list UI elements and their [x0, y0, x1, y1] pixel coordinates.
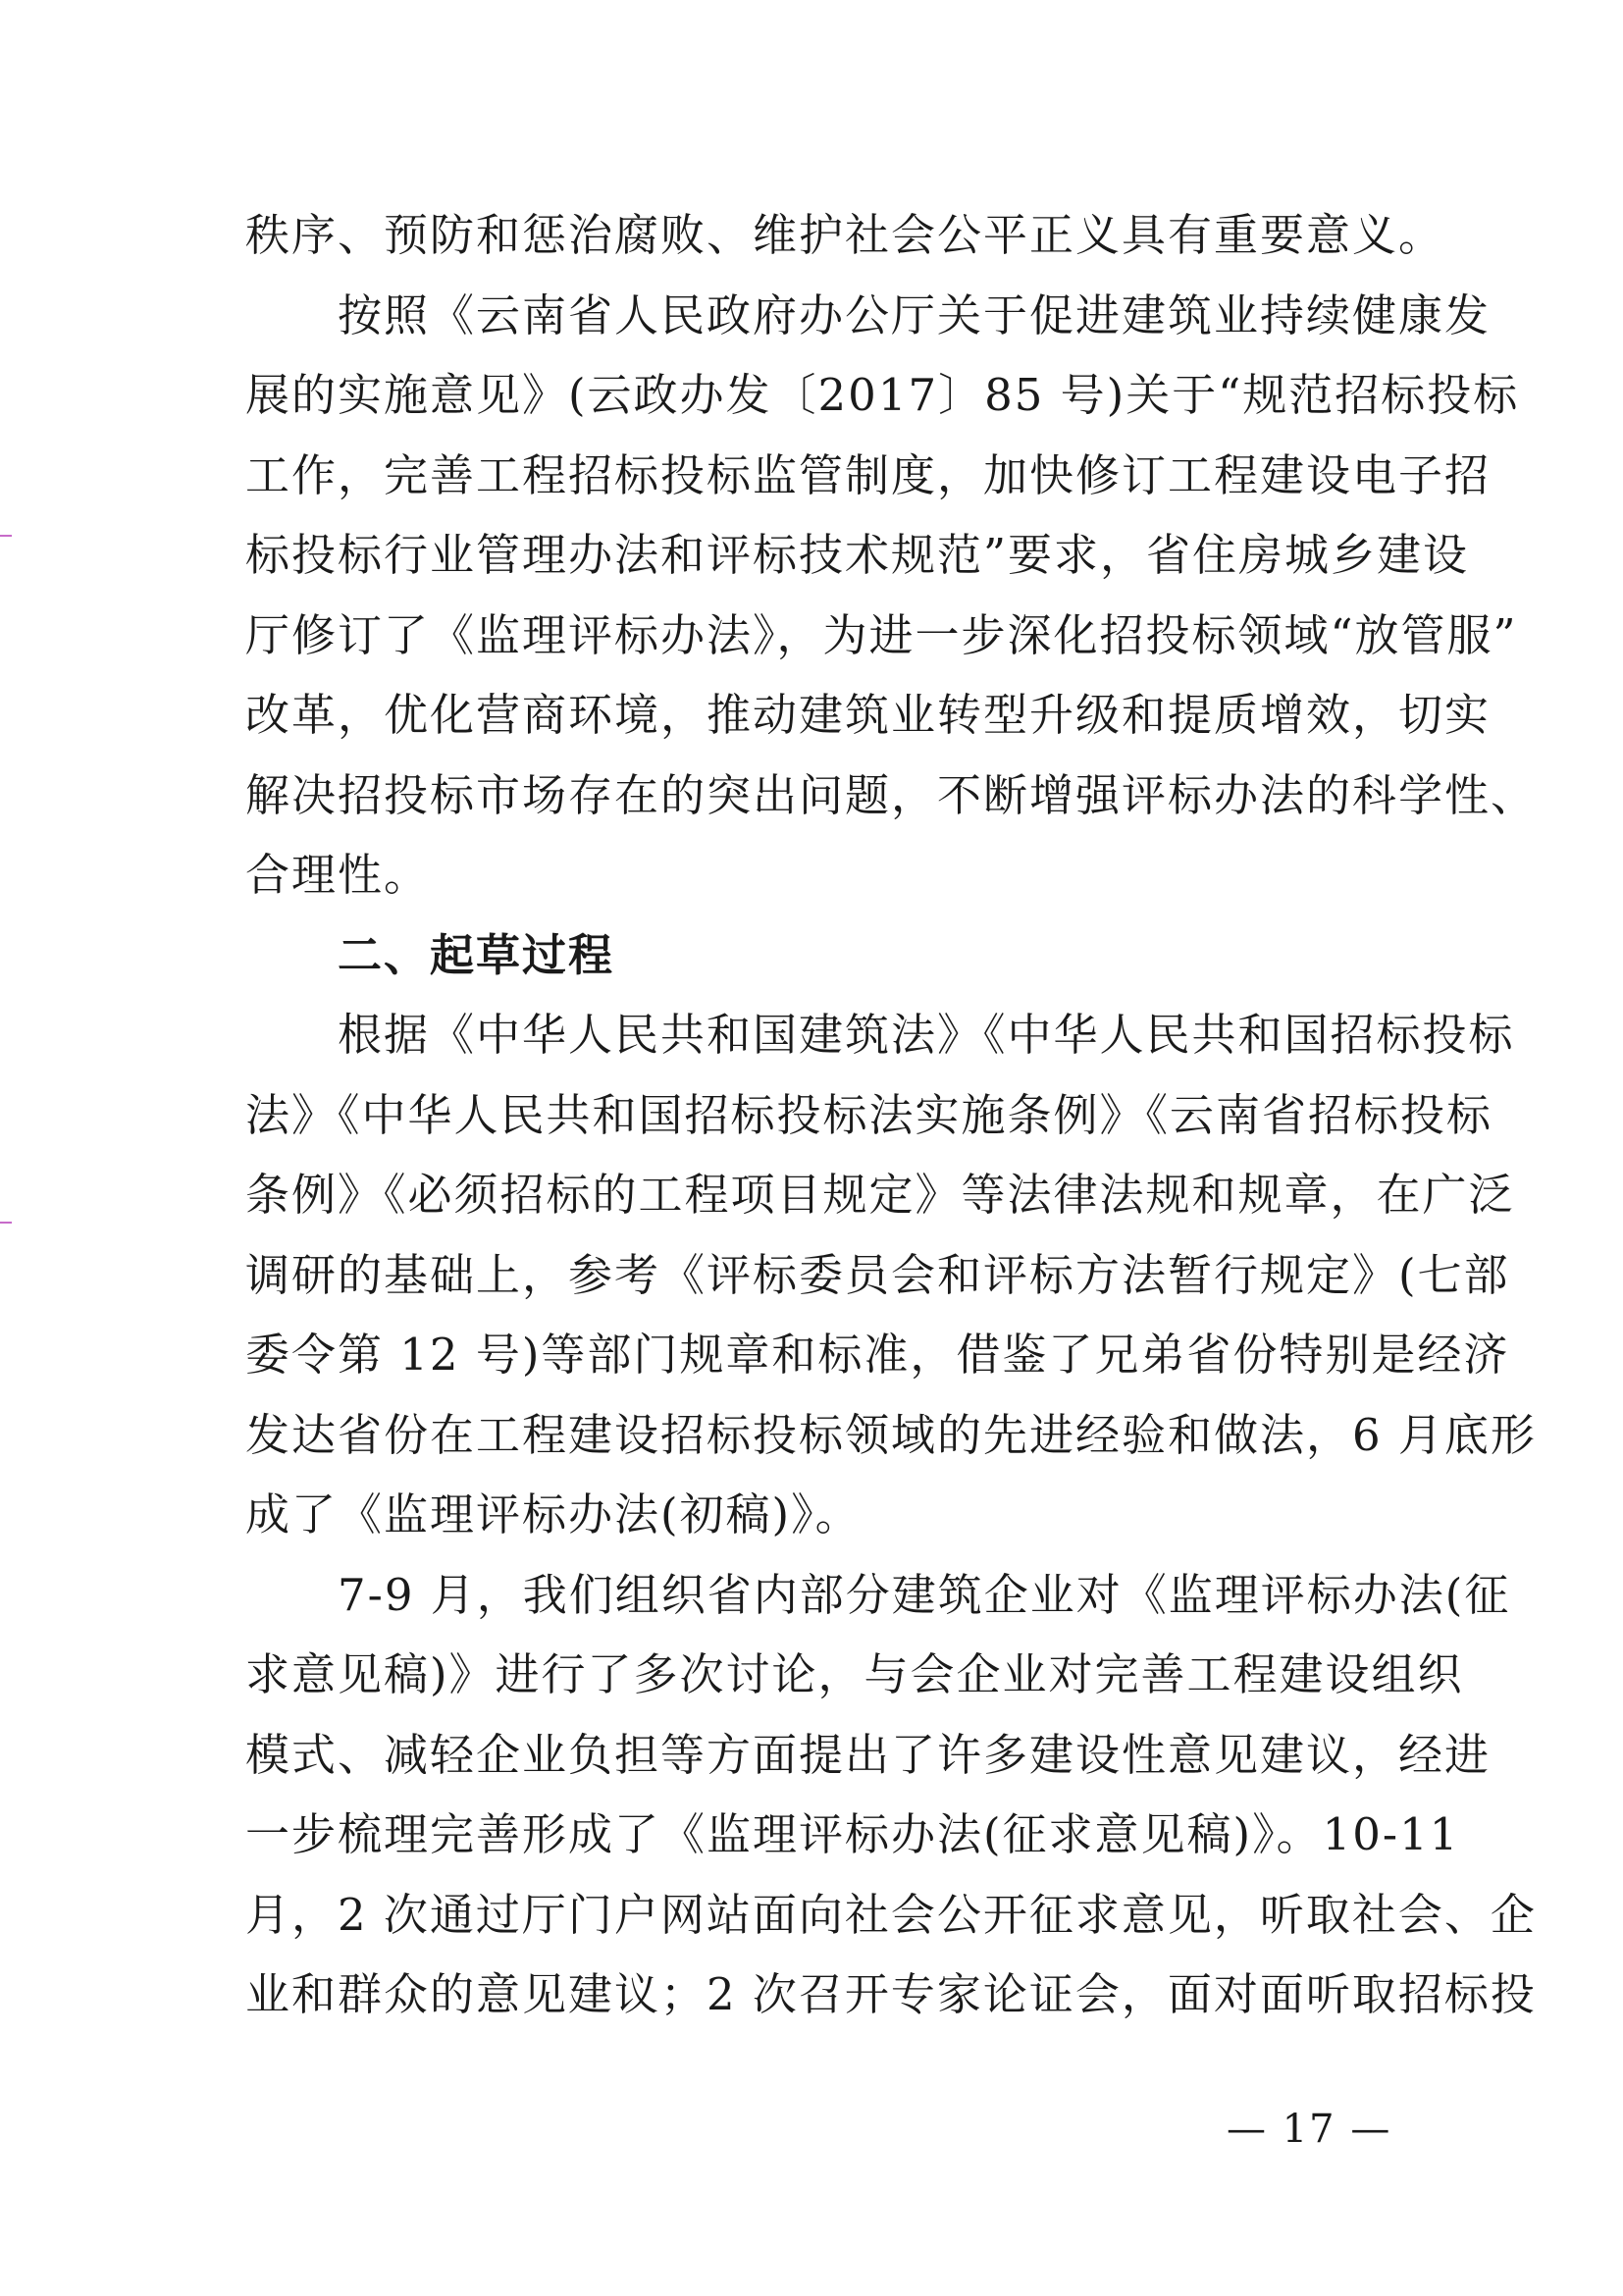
text-line: 厅修订了《监理评标办法》，为进一步深化招投标领域“放管服” [245, 609, 1518, 661]
text-line: 工作，完善工程招标投标监管制度，加快修订工程建设电子招 [245, 449, 1492, 501]
text-line: 合理性。 [245, 849, 431, 901]
margin-mark-bottom [0, 1222, 12, 1224]
text-line: 条例》《必须招标的工程项目规定》等法律法规和规章，在广泛 [245, 1169, 1515, 1221]
section-heading: 二、起草过程 [245, 929, 615, 981]
text-line: 成了《监理评标办法(初稿)》。 [245, 1488, 862, 1540]
text-line: 月，2 次通过厅门户网站面向社会公开征求意见，听取社会、企 [245, 1889, 1537, 1941]
text-line: 法》《中华人民共和国招标投标法实施条例》《云南省招标投标 [245, 1089, 1493, 1141]
text-line: 一步梳理完善形成了《监理评标办法(征求意见稿)》。10-11 [245, 1808, 1460, 1860]
text-line: 业和群众的意见建议；2 次召开专家论证会，面对面听取招标投 [245, 1968, 1537, 2020]
text-line: 发达省份在工程建设招标投标领域的先进经验和做法，6 月底形 [245, 1409, 1537, 1461]
text-line: 委令第 12 号)等部门规章和标准，借鉴了兄弟省份特别是经济 [245, 1329, 1510, 1381]
text-line: 根据《中华人民共和国建筑法》《中华人民共和国招标投标 [245, 1009, 1515, 1061]
text-line: 展的实施意见》(云政办发〔2017〕85 号)关于“规范招标投标 [245, 369, 1520, 421]
text-line: 模式、减轻企业负担等方面提出了许多建设性意见建议，经进 [245, 1729, 1492, 1781]
text-line: 秩序、预防和惩治腐败、维护社会公平正义具有重要意义。 [245, 209, 1445, 261]
text-line: 调研的基础上，参考《评标委员会和评标方法暂行规定》(七部 [245, 1249, 1510, 1301]
text-line: 求意见稿)》进行了多次讨论，与会企业对完善工程建设组织 [245, 1648, 1464, 1700]
text-line: 按照《云南省人民政府办公厅关于促进建筑业持续健康发 [245, 289, 1492, 341]
text-line: 标投标行业管理办法和评标技术规范”要求，省住房城乡建设 [245, 529, 1470, 581]
text-line: 解决招投标市场存在的突出问题，不断增强评标办法的科学性、 [245, 769, 1538, 821]
text-line: 7-9 月，我们组织省内部分建筑企业对《监理评标办法(征 [245, 1569, 1511, 1621]
margin-mark-top [0, 535, 12, 537]
text-line: 改革，优化营商环境，推动建筑业转型升级和提质增效，切实 [245, 689, 1492, 741]
page-number: — 17 — [1227, 2107, 1392, 2152]
